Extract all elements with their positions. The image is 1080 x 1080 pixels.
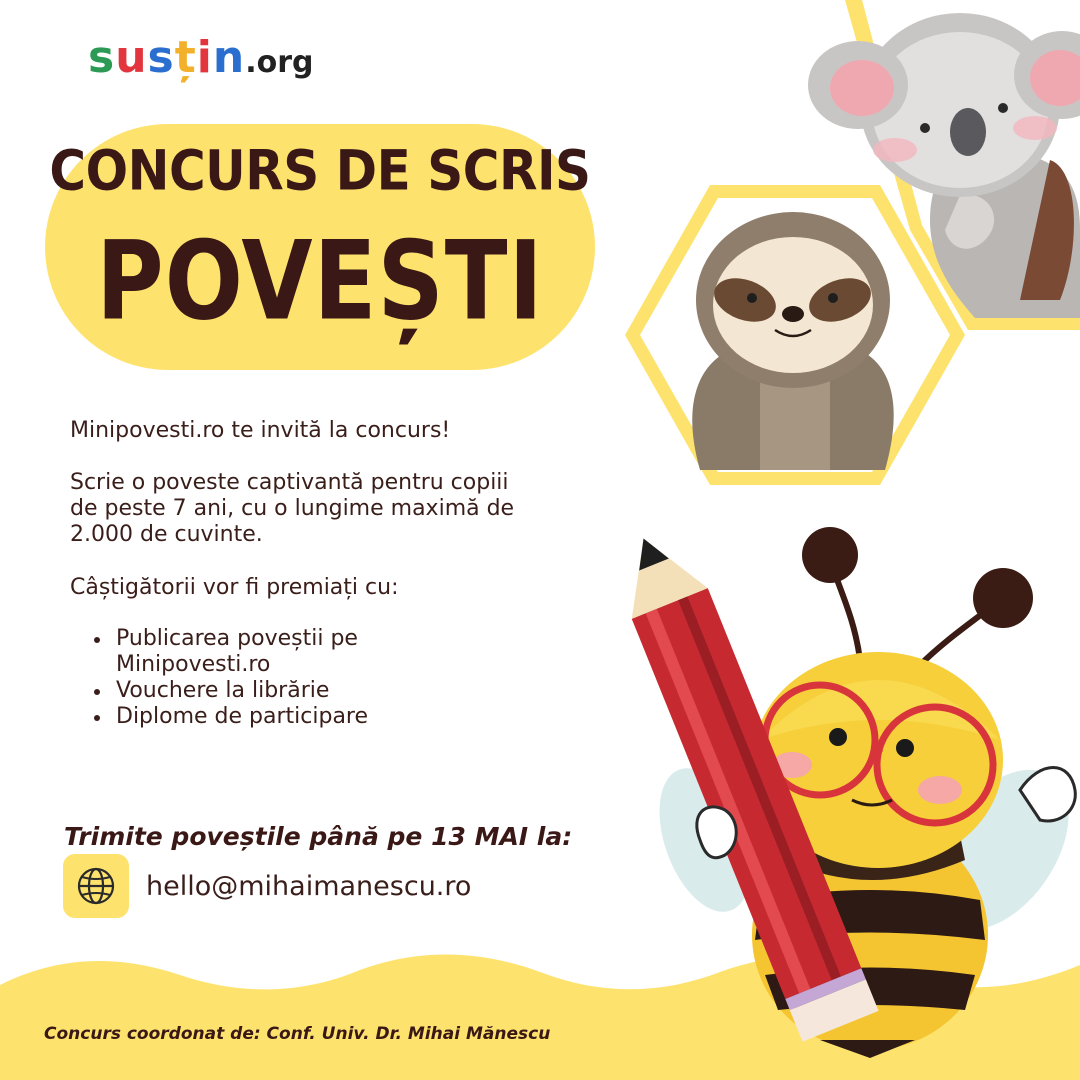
prizes-label: Câștigătorii vor fi premiați cu: xyxy=(70,575,399,600)
contact-email-link[interactable]: hello@mihaimanescu.ro xyxy=(146,871,472,902)
list-item: Vouchere la librărie xyxy=(116,678,436,704)
logo-letter: u xyxy=(115,32,148,83)
sustin-logo xyxy=(88,32,314,83)
list-item: Diplome de participare xyxy=(116,704,436,730)
description-text: Scrie o poveste captivantă pentru copiii de peste 7 ani, cu o lungime maximă de 2.000 de cuvinte. xyxy=(70,470,515,547)
list-item: Publicarea poveștii pe Minipovesti.ro xyxy=(116,626,436,678)
logo-letter: s xyxy=(88,32,116,83)
title-line-1: CONCURS DE SCRIS xyxy=(49,139,591,203)
bee-illustration xyxy=(606,523,1080,1058)
logo-letter: n xyxy=(212,32,246,83)
title-line-2: POVEȘTI xyxy=(96,218,544,345)
logo-letter: i xyxy=(196,32,213,83)
intro-text: Minipovesti.ro te invită la concurs! xyxy=(70,418,451,443)
globe-icon xyxy=(63,854,129,918)
logo-suffix: .org xyxy=(245,45,314,80)
footer-coordinator: Concurs coordonat de: Conf. Univ. Dr. Mihai Mănescu xyxy=(44,1024,551,1044)
contact-icon-box xyxy=(63,854,129,918)
prizes-list xyxy=(116,626,436,730)
logo-letter: s xyxy=(147,32,175,83)
logo-letter: ț xyxy=(174,32,197,83)
submission-label: Trimite poveștile până pe 13 MAI la: xyxy=(64,822,573,851)
